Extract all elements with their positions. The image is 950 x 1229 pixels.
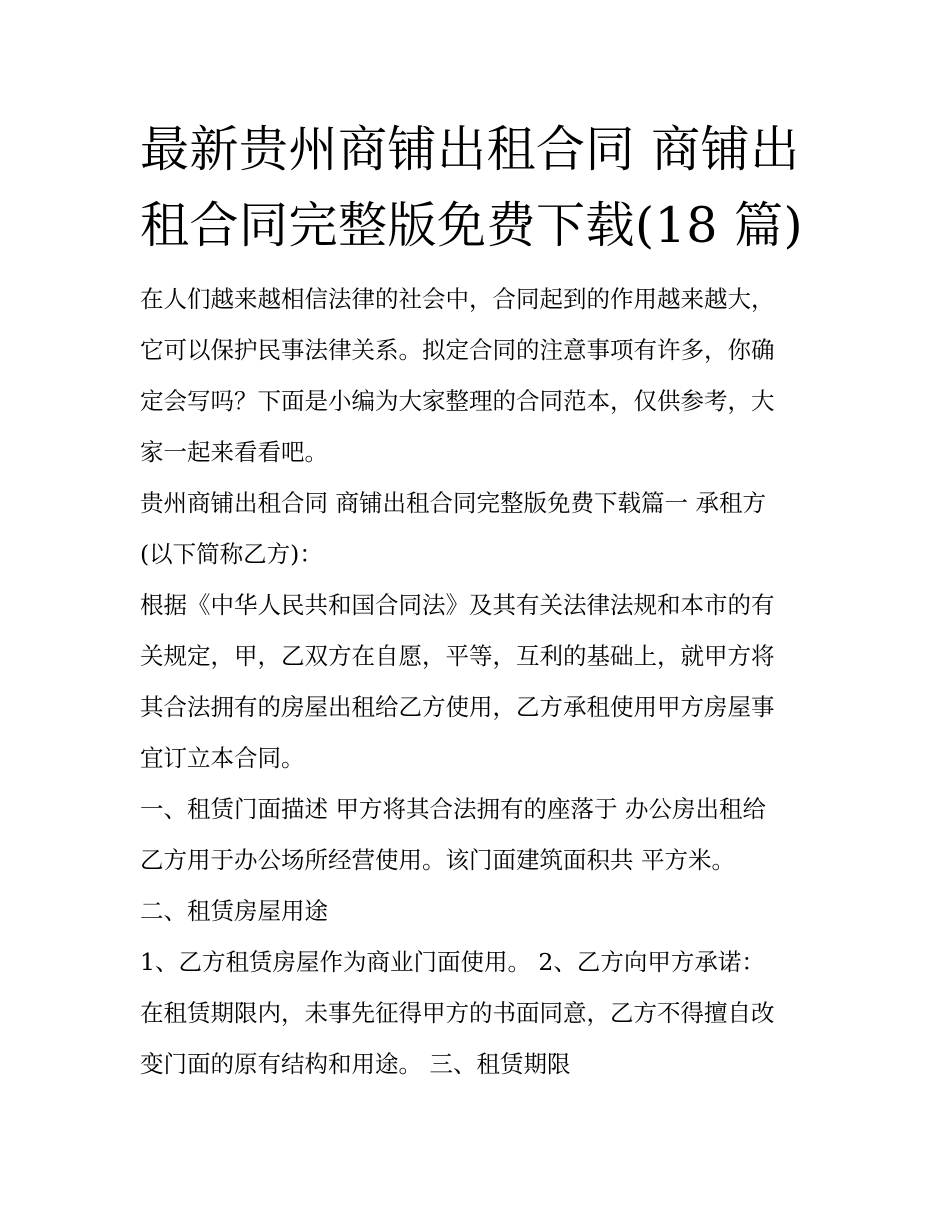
body-line: 定会写吗？下面是小编为大家整理的合同范本，仅供参考，大 [140, 387, 775, 415]
body-line: 在人们越来越相信法律的社会中，合同起到的作用越来越大， [140, 285, 775, 313]
body-line: 根据《中华人民共和国合同法》及其有关法律法规和本市的有 [140, 591, 775, 619]
body-line: 一、租赁门面描述 甲方将其合法拥有的座落于 办公房出租给 [140, 795, 766, 823]
body-line: 贵州商铺出租合同 商铺出租合同完整版免费下载篇一 承租方 [140, 489, 766, 517]
body-line: 宜订立本合同。 [140, 744, 305, 772]
body-line: 在租赁期限内，未事先征得甲方的书面同意，乙方不得擅自改 [140, 999, 775, 1027]
body-line: 乙方用于办公场所经营使用。该门面建筑面积共 平方米。 [140, 846, 735, 874]
body-line: 它可以保护民事法律关系。拟定合同的注意事项有许多，你确 [140, 336, 775, 364]
body-line: 变门面的原有结构和用途。 三、租赁期限 [140, 1050, 571, 1078]
document-body [140, 274, 820, 1090]
document-title [140, 112, 820, 264]
body-line: 关规定，甲，乙双方在自愿，平等，互利的基础上，就甲方将 [140, 642, 775, 670]
document-page [140, 112, 820, 1090]
body-line: 1、乙方租赁房屋作为商业门面使用。 2、乙方向甲方承诺： [140, 948, 765, 976]
body-line: 其合法拥有的房屋出租给乙方使用，乙方承租使用甲方房屋事 [140, 693, 775, 721]
body-line: (以下简称乙方)： [140, 540, 323, 568]
body-line: 二、租赁房屋用途 [140, 897, 328, 925]
title-line: 最新贵州商铺出租合同 商铺出 [140, 121, 800, 178]
title-line: 租合同完整版免费下载(18 篇) [140, 197, 804, 254]
body-line: 家一起来看看吧。 [140, 438, 328, 466]
